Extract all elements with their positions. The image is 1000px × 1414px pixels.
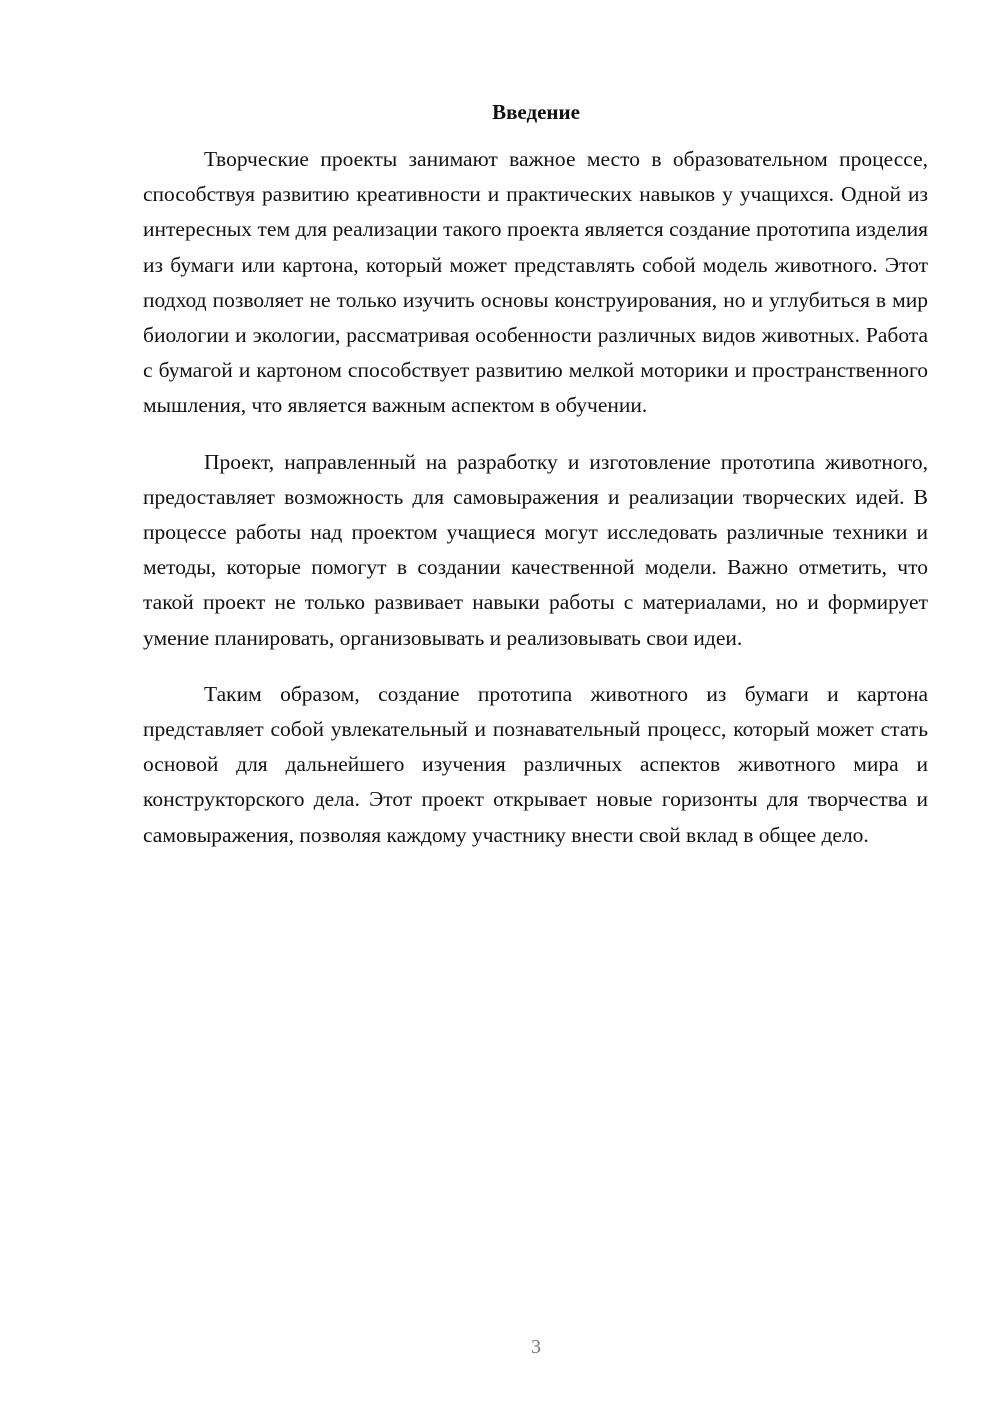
paragraph-1: Творческие проекты занимают важное место в образовательном процессе, способствуя развитию креативности и практических навыков у учащихся. Одной из интересных тем для реализации такого проекта является создание прототипа изделия из бумаги или картона, который может представлять собой модель животного. Этот подход позволяет не только изучить основы конструирования, но и углубиться в мир биологии и экологии, рассматривая особенности различных видов животных. Работа с бумагой и картоном способствует развитию мелкой моторики и пространственного мышления, что является важным аспектом в обучении. xyxy=(143,147,928,418)
paragraph-2: Проект, направленный на разработку и изготовление прототипа животного, предоставляет возможность для самовыражения и реализации творческих идей. В процессе работы над проектом учащиеся могут исследовать различные техники и методы, которые помогут в создании качественной модели. Важно отметить, что такой проект не только развивает навыки работы с материалами, но и формирует умение планировать, организовывать и реализовывать свои идеи. xyxy=(143,449,928,650)
section-heading: Введение xyxy=(492,100,580,124)
page-number: 3 xyxy=(531,1336,541,1358)
body-text xyxy=(143,142,928,874)
paragraph-3: Таким образом, создание прототипа животного из бумаги и картона представляет собой увлекательный и познавательный процесс, который может стать основой для дальнейшего изучения различных аспектов животного мира и конструкторского дела. Этот проект открывает новые горизонты для творчества и самовыражения, позволяя каждому участнику внести свой вклад в общее дело. xyxy=(143,681,928,847)
